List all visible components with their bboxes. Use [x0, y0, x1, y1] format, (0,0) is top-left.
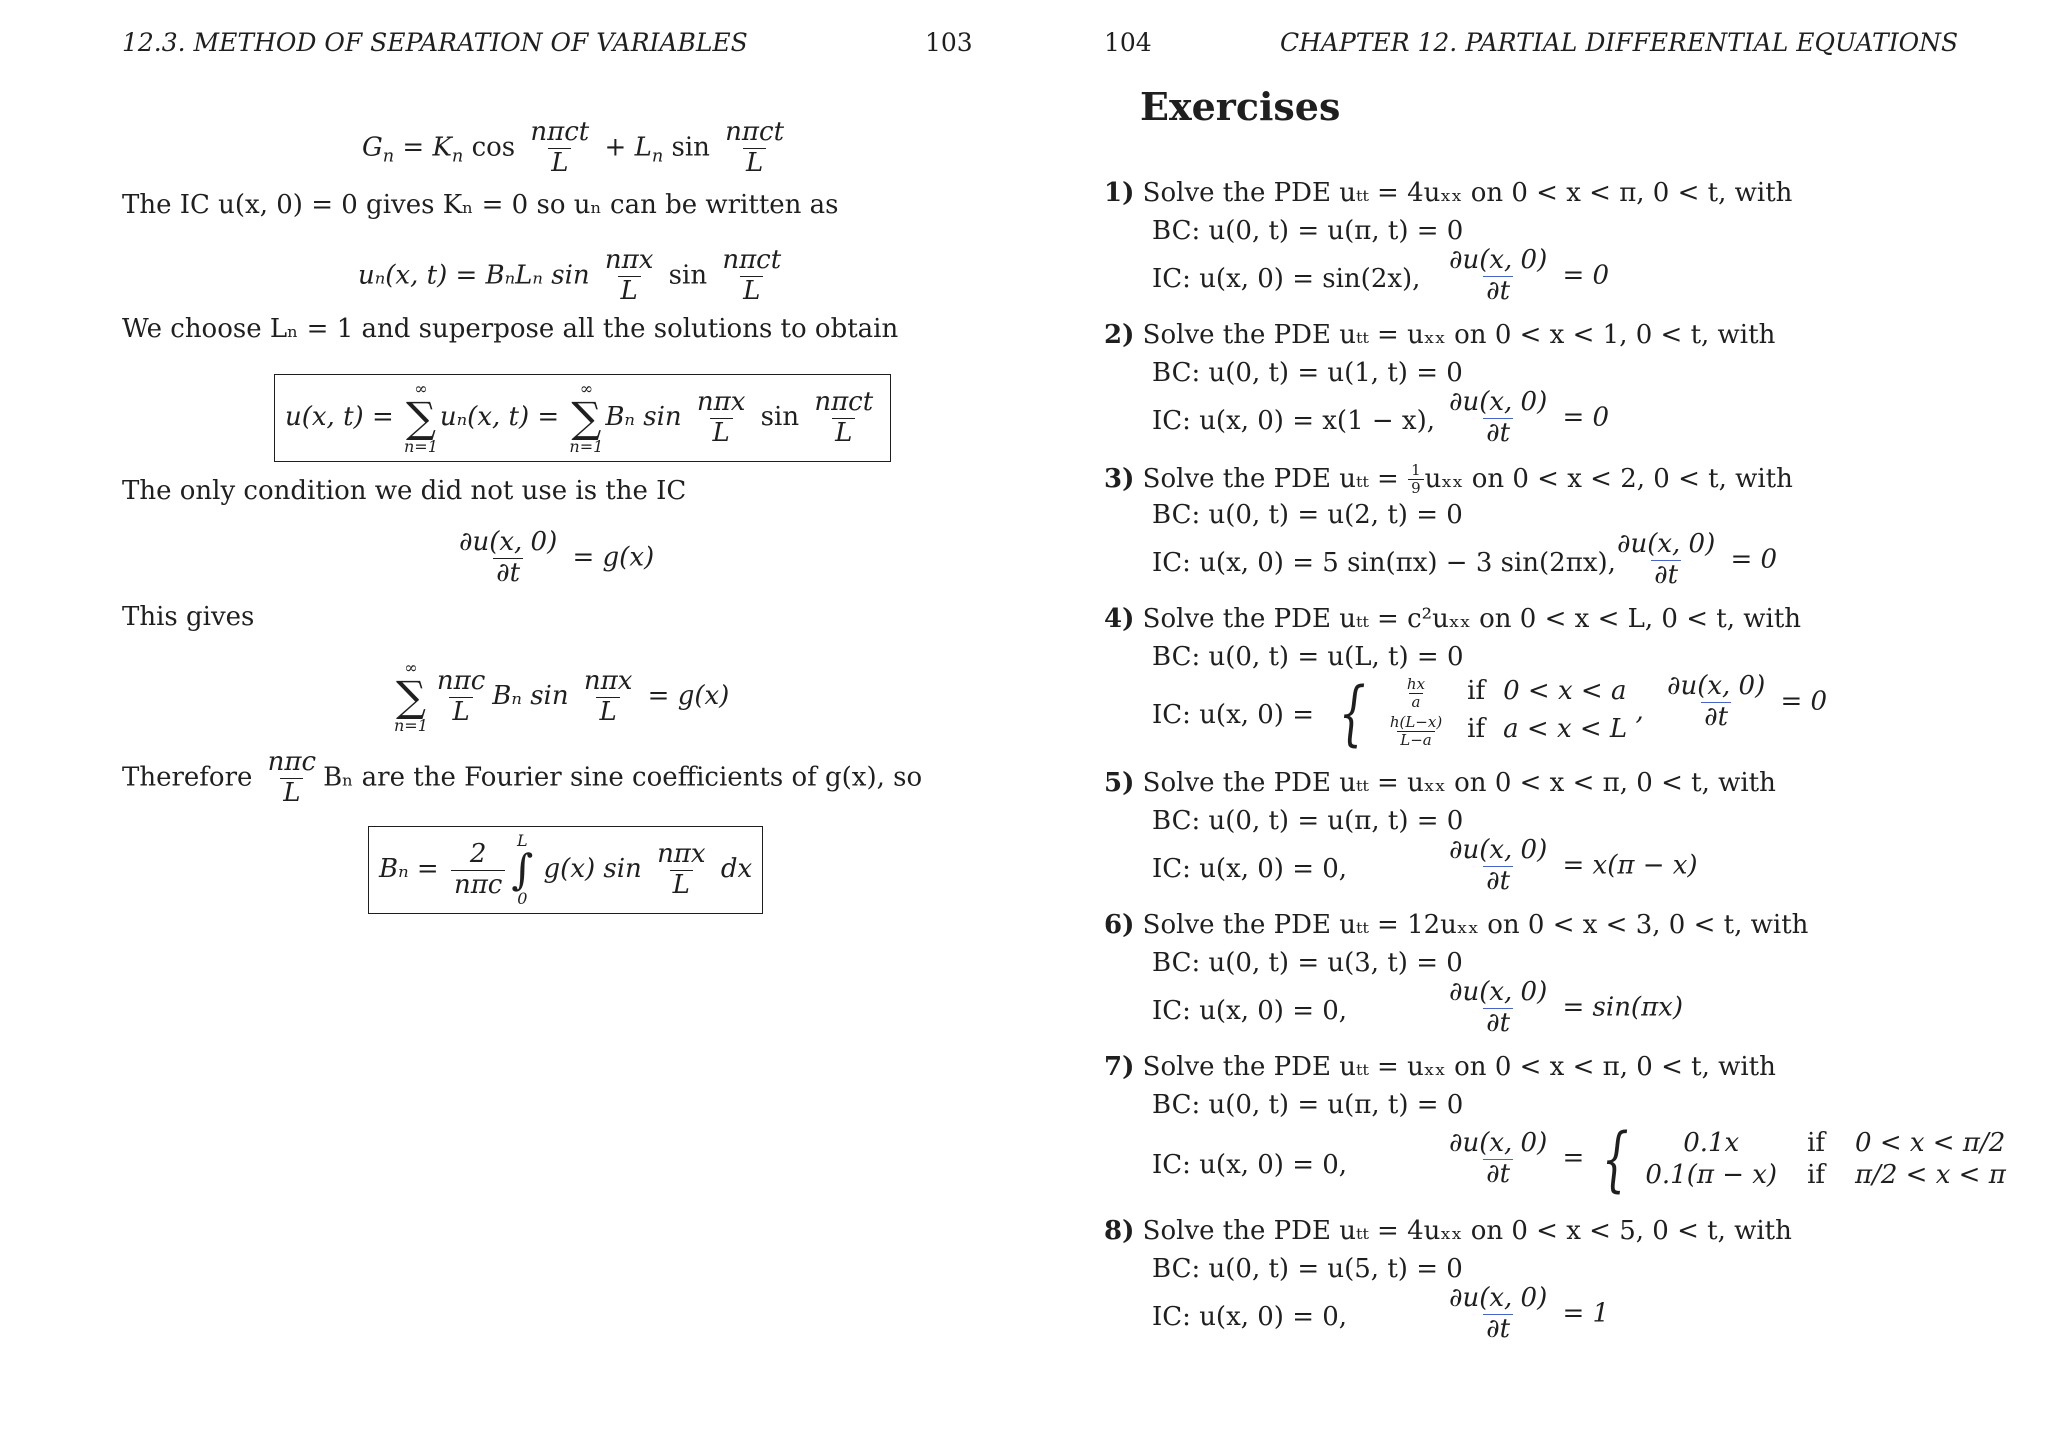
ex7-c2-if: if [1807, 1160, 1826, 1190]
ex4-dden: ∂t [1701, 702, 1731, 733]
exercise-3 [1104, 462, 1793, 498]
eq-sum-sin: sin [752, 402, 808, 432]
exercise-3-number: 3) [1104, 463, 1135, 494]
integral-symbol: ∫ [511, 845, 534, 894]
eq-un-f2-num: nπct [722, 245, 782, 275]
eq-sum-lhs: u(x, t) = [285, 402, 402, 432]
left-brace-icon: { [1338, 671, 1366, 754]
ex4-c1-den: a [1409, 693, 1424, 711]
ex1-dnum: ∂u(x, 0) [1449, 245, 1548, 275]
eq-bn-f1-num: 2 [469, 838, 487, 869]
eq-series-rhs: = g(x) [639, 681, 730, 711]
exercise-5-number: 5) [1104, 768, 1135, 798]
exercise-6-ic: IC: u(x, 0) = 0, [1152, 996, 1348, 1026]
exercises-title: Exercises [1140, 84, 1341, 129]
ex7-drhs: = [1554, 1143, 1585, 1173]
ex3-pde-frac [1408, 462, 1424, 498]
eq-un-frac2 [719, 246, 784, 307]
ex4-c2-if: if [1467, 713, 1486, 744]
exercise-6 [1104, 910, 1808, 940]
sigma-3-sub: n=1 [394, 716, 428, 735]
eq-ic-den: ∂t [493, 558, 523, 589]
eq-sum-mid: uₙ(x, t) = [439, 402, 568, 432]
integral-lower: 0 [517, 889, 528, 908]
eq-bn-f2-num: nπx [657, 838, 706, 869]
sigma-1-sup: ∞ [414, 379, 428, 398]
page-number-right: 104 [1104, 28, 1152, 57]
ex7-cases-grid [1645, 1128, 2005, 1190]
running-head-left: 12.3. METHOD OF SEPARATION OF VARIABLES [122, 28, 748, 57]
ex2-dfrac [1446, 388, 1550, 449]
ex3-dfrac [1614, 530, 1718, 591]
therefore-frac [265, 748, 319, 809]
eq-series-f1-num: nπc [436, 665, 486, 696]
eq-sum-f2-num: nπct [814, 386, 874, 417]
eq-series-f1-den: L [449, 697, 472, 728]
exercise-8-derivative [1442, 1284, 1609, 1345]
eq-gn-eq: = K [394, 132, 452, 163]
exercise-7-ic: IC: u(x, 0) = 0, [1152, 1150, 1348, 1180]
eq-sum-term: Bₙ sin [605, 402, 690, 432]
exercise-7-bc: BC: u(0, t) = u(π, t) = 0 [1152, 1090, 1464, 1120]
exercise-1-number: 1) [1104, 178, 1135, 208]
ex1-dfrac [1446, 246, 1550, 307]
exercise-8-number: 8) [1104, 1216, 1135, 1246]
exercise-3-derivative [1610, 530, 1777, 591]
sigma-1-sub: n=1 [404, 437, 438, 456]
integral-upper: L [517, 831, 528, 850]
exercise-8 [1104, 1216, 1792, 1246]
eq-series-f2-den: L [596, 697, 619, 728]
left-brace-icon: { [1601, 1118, 1629, 1200]
ex6-dfrac [1446, 978, 1550, 1039]
exercise-4-ic: IC: u(x, 0) = [1152, 700, 1315, 730]
eq-sum-frac1 [694, 388, 749, 449]
eq-gn-plus: + L [596, 132, 652, 163]
exercise-1-pde: Solve the PDE uₜₜ = 4uₓₓ on 0 < x < π, 0 < t, with [1142, 178, 1793, 208]
text-only: The only condition we did not use is the IC [122, 476, 687, 506]
ex7-c2-cond: π/2 < x < π [1855, 1160, 2006, 1190]
ex4-c1-num: hx [1406, 675, 1426, 693]
ex5-dnum: ∂u(x, 0) [1449, 835, 1548, 865]
exercise-2 [1104, 320, 1775, 350]
ex8-drhs: = 1 [1554, 1298, 1610, 1329]
ex1-drhs: = 0 [1554, 260, 1610, 291]
ex2-dnum: ∂u(x, 0) [1449, 387, 1548, 417]
text-ic: The IC u(x, 0) = 0 gives Kₙ = 0 so uₙ can be written as [122, 190, 839, 220]
eq-gn-f1-num: nπct [530, 117, 590, 147]
therefore-frac-num: nπc [267, 747, 317, 777]
sigma-2 [569, 381, 603, 455]
eq-sum-frac2 [811, 388, 876, 449]
ex1-dden: ∂t [1483, 276, 1513, 307]
exercise-6-pde: Solve the PDE uₜₜ = 12uₓₓ on 0 < x < 3, 0 < t, with [1142, 910, 1809, 940]
therefore-frac-den: L [280, 778, 303, 809]
exercise-5-derivative [1442, 836, 1698, 897]
eq-un-frac1 [602, 246, 657, 307]
ex6-drhs: = sin(πx) [1554, 992, 1683, 1023]
eq-ic-frac [456, 528, 560, 589]
exercise-4-cases [1330, 671, 1644, 754]
eq-ic-num: ∂u(x, 0) [459, 527, 558, 557]
ex4-c1-frac [1387, 676, 1445, 712]
ex7-c1-val: 0.1x [1683, 1128, 1740, 1158]
ex5-dden: ∂t [1483, 866, 1513, 897]
ex4-cases-grid [1383, 676, 1627, 749]
eq-bn-f1-den: nπc [451, 870, 505, 901]
exercise-2-pde: Solve the PDE uₜₜ = uₓₓ on 0 < x < 1, 0 < t, with [1142, 320, 1776, 350]
exercise-8-ic: IC: u(x, 0) = 0, [1152, 1302, 1348, 1332]
exercise-7-number: 7) [1104, 1052, 1135, 1082]
eq-gn-frac1 [527, 118, 592, 179]
eq-gn-k-sub: n [451, 146, 464, 167]
eq-sum-f2-den: L [832, 418, 855, 449]
eq-bn-frac2 [654, 840, 709, 901]
running-head-right: CHAPTER 12. PARTIAL DIFFERENTIAL EQUATIONS [1280, 28, 1959, 57]
equation-un [358, 246, 788, 307]
eq-bn-body: g(x) sin [535, 854, 651, 884]
ex7-dnum: ∂u(x, 0) [1449, 1127, 1548, 1158]
ex6-dnum: ∂u(x, 0) [1449, 977, 1548, 1007]
exercise-2-ic: IC: u(x, 0) = x(1 − x), [1152, 406, 1436, 436]
ex3-pde-fnum: 1 [1411, 461, 1421, 479]
ex4-dfrac [1664, 672, 1768, 733]
ex8-dnum: ∂u(x, 0) [1449, 1283, 1548, 1313]
ex6-dden: ∂t [1483, 1008, 1513, 1039]
ex7-c1-if: if [1807, 1128, 1826, 1158]
exercise-8-bc: BC: u(0, t) = u(5, t) = 0 [1152, 1254, 1463, 1284]
ex4-drhs: = 0 [1772, 686, 1828, 717]
equation-gn [362, 118, 791, 179]
ex3-pde-fden: 9 [1408, 479, 1424, 497]
exercise-7 [1104, 1052, 1776, 1082]
text-therefore [122, 748, 922, 809]
ex3-dden: ∂t [1651, 560, 1681, 591]
eq-gn-sin: sin [663, 132, 719, 163]
sigma-2-sup: ∞ [579, 379, 594, 398]
equation-ic [452, 528, 654, 589]
sigma-2-sub: n=1 [569, 437, 604, 456]
sigma-1-symbol: ∑ [405, 393, 436, 442]
eq-ic-rhs: = g(x) [564, 542, 655, 573]
sigma-3-sup: ∞ [404, 658, 418, 677]
right-page [1024, 0, 2048, 1448]
exercise-5-pde: Solve the PDE uₜₜ = uₓₓ on 0 < x < π, 0 < t, with [1142, 768, 1776, 798]
ex4-dnum: ∂u(x, 0) [1667, 671, 1766, 701]
ex5-dfrac [1446, 836, 1550, 897]
eq-bn-frac1 [451, 840, 505, 901]
sigma-1 [404, 381, 438, 455]
eq-sum-f1-num: nπx [696, 386, 746, 417]
ex3-drhs: = 0 [1722, 544, 1778, 575]
sigma-2-symbol: ∑ [571, 393, 602, 442]
eq-gn-cos: cos [463, 132, 524, 163]
text-choose: We choose Lₙ = 1 and superpose all the solutions to obtain [122, 314, 899, 344]
exercise-3-bc: BC: u(0, t) = u(2, t) = 0 [1152, 500, 1463, 530]
eq-series-mid: Bₙ sin [492, 681, 577, 711]
sigma-3 [394, 660, 428, 734]
exercise-4-number: 4) [1104, 604, 1135, 634]
eq-gn-l-sub: n [651, 146, 664, 167]
page-number-left: 103 [925, 28, 973, 57]
integral [511, 833, 533, 907]
exercise-6-derivative [1442, 978, 1683, 1039]
exercise-1-bc: BC: u(0, t) = u(π, t) = 0 [1152, 216, 1464, 246]
exercise-7-pde: Solve the PDE uₜₜ = uₓₓ on 0 < x < π, 0 < t, with [1142, 1052, 1776, 1082]
ex4-c2-den: L−a [1397, 731, 1434, 749]
ex2-drhs: = 0 [1554, 402, 1610, 433]
ex2-dden: ∂t [1483, 418, 1513, 449]
equation-sum-boxed [274, 374, 891, 462]
ex7-dden: ∂t [1483, 1159, 1513, 1190]
ex4-c1-if: if [1467, 676, 1486, 706]
eq-bn-lhs: Bₙ = [379, 854, 447, 884]
exercise-1 [1104, 178, 1792, 208]
exercise-6-bc: BC: u(0, t) = u(3, t) = 0 [1152, 948, 1463, 978]
sigma-3-symbol: ∑ [395, 672, 426, 721]
eq-gn-lhs: G [362, 132, 383, 163]
exercise-3-pde-pre: Solve the PDE uₜₜ = [1142, 463, 1408, 494]
exercise-2-bc: BC: u(0, t) = u(1, t) = 0 [1152, 358, 1463, 388]
ex4-c1-cond: 0 < x < a [1503, 676, 1627, 706]
eq-gn-f1-den: L [548, 148, 571, 179]
eq-un-f1-num: nπx [604, 245, 654, 275]
equation-bn-boxed [368, 826, 763, 914]
eq-series-frac1 [434, 667, 488, 728]
eq-un-f1-den: L [618, 276, 641, 307]
eq-series-frac2 [581, 667, 636, 728]
ex4-c2-cond: a < x < L [1503, 713, 1628, 744]
eq-series-f2-num: nπx [583, 665, 633, 696]
exercise-4-bc: BC: u(0, t) = u(L, t) = 0 [1152, 642, 1464, 672]
exercise-5 [1104, 768, 1776, 798]
exercise-3-pde-post: uₓₓ on 0 < x < 2, 0 < t, with [1424, 463, 1793, 494]
ex4-c2-num: h(L−x) [1389, 712, 1443, 731]
exercise-4-derivative [1660, 672, 1827, 733]
eq-gn-f2-den: L [743, 148, 766, 179]
exercise-4 [1104, 604, 1801, 634]
exercise-8-pde: Solve the PDE uₜₜ = 4uₓₓ on 0 < x < 5, 0 < t, with [1142, 1216, 1792, 1246]
ex7-dfrac [1446, 1129, 1550, 1190]
eq-gn-lhs-sub: n [382, 146, 395, 167]
exercise-5-bc: BC: u(0, t) = u(π, t) = 0 [1152, 806, 1464, 836]
exercise-3-ic: IC: u(x, 0) = 5 sin(πx) − 3 sin(2πx), [1152, 548, 1616, 578]
eq-bn-f2-den: L [670, 870, 693, 901]
ex8-dden: ∂t [1483, 1314, 1513, 1345]
eq-sum-f1-den: L [710, 418, 733, 449]
eq-un-f2-den: L [740, 276, 763, 307]
exercise-4-pde: Solve the PDE uₜₜ = c²uₓₓ on 0 < x < L, 0 < t, with [1142, 604, 1802, 634]
ex4-c2-frac [1387, 714, 1445, 750]
equation-series [392, 660, 729, 734]
text-gives: This gives [122, 602, 255, 632]
exercise-1-ic: IC: u(x, 0) = sin(2x), [1152, 264, 1421, 294]
ex3-dnum: ∂u(x, 0) [1617, 529, 1716, 559]
exercise-7-derivative [1442, 1118, 2006, 1200]
therefore-pre: Therefore [122, 762, 261, 793]
eq-gn-frac2 [722, 118, 787, 179]
ex7-c1-cond: 0 < x < π/2 [1855, 1128, 2006, 1158]
exercise-2-number: 2) [1104, 320, 1135, 350]
eq-bn-dx: dx [712, 854, 753, 884]
eq-gn-f2-num: nπct [725, 117, 785, 147]
ex4-comma: , [1635, 696, 1644, 727]
ex8-dfrac [1446, 1284, 1550, 1345]
ex7-c2-val: 0.1(π − x) [1645, 1160, 1778, 1190]
eq-un-sin: sin [660, 260, 716, 291]
therefore-post: Bₙ are the Fourier sine coefficients of g(x), so [323, 762, 923, 793]
exercise-5-ic: IC: u(x, 0) = 0, [1152, 854, 1348, 884]
exercise-2-derivative [1442, 388, 1609, 449]
exercise-6-number: 6) [1104, 910, 1135, 940]
ex5-drhs: = x(π − x) [1554, 850, 1698, 881]
exercise-1-derivative [1442, 246, 1609, 307]
eq-un-lhs: uₙ(x, t) = BₙLₙ sin [358, 260, 598, 291]
